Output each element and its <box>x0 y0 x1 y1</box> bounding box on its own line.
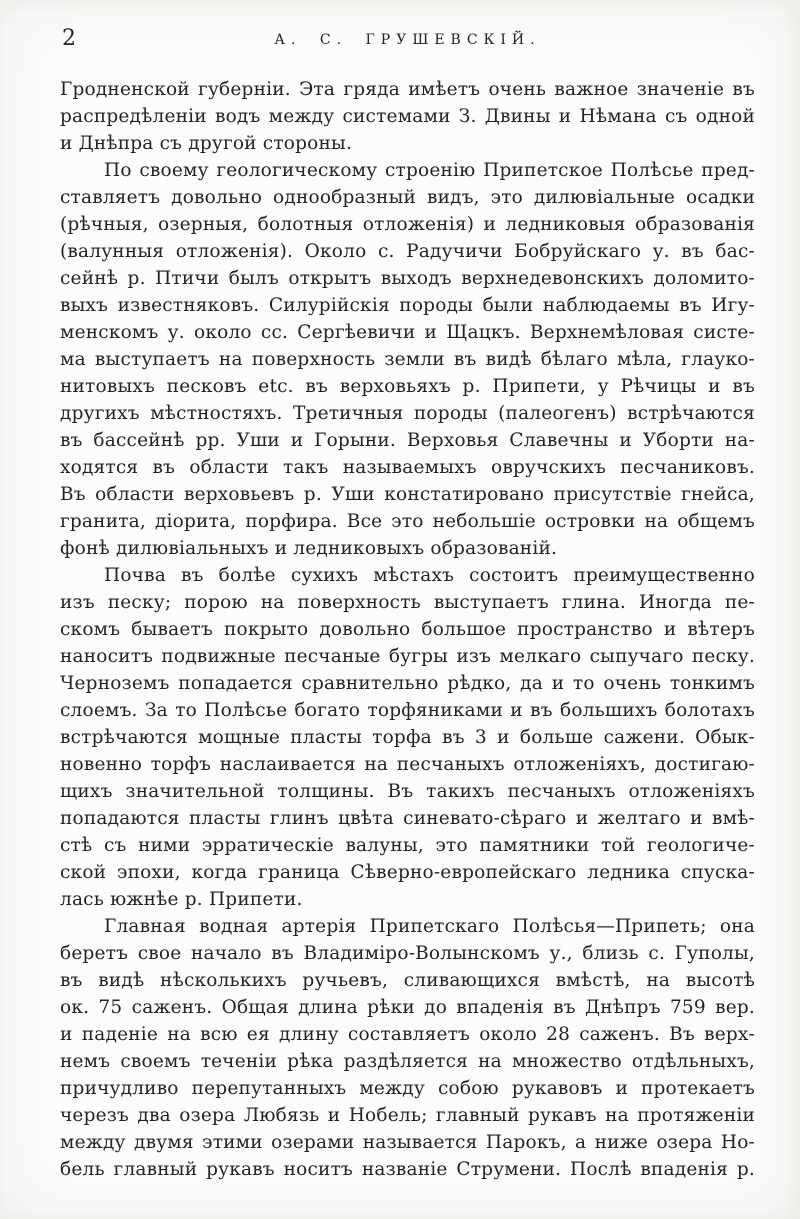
text-line: въ видѣ нѣсколькихъ ручьевъ, сливающихся вмѣстѣ, на высотѣ <box>60 970 755 991</box>
text-line: попадаются пласты глинъ цвѣта синевато-сѣраго и желтаго и вмѣ- <box>60 808 755 829</box>
text-line: стѣ съ ними эрратическіе валуны, это памятники той геологиче- <box>60 835 755 856</box>
text-line: сейнѣ р. Птичи былъ открытъ выходъ верхнедевонскихъ доломито- <box>60 268 755 289</box>
body-text <box>60 76 755 1183</box>
text-line: Въ области верховьевъ р. Уши констатировано присутствіе гнейса, <box>60 484 755 505</box>
text-line: новенно торфъ наслаивается на песчаныхъ отложеніяхъ, достигаю- <box>60 754 755 775</box>
running-header-author: А. С. ГРУШЕВСКІЙ. <box>274 32 541 48</box>
text-line: изъ песку; порою на поверхность выступаетъ глина. Иногда пе- <box>60 592 755 613</box>
text-line: въ бассейнѣ рр. Уши и Горыни. Верховья Славечны и Уборти на- <box>60 430 755 451</box>
paragraph <box>60 913 755 1183</box>
text-line: ской эпохи, когда граница Сѣверно-европейскаго ледника спуска- <box>60 862 755 883</box>
text-line: выхъ известняковъ. Силурійскія породы были наблюдаемы въ Игу- <box>60 295 755 316</box>
page-number: 2 <box>62 26 76 51</box>
text-line: слоемъ. За то Полѣсье богато торфяниками и въ большихъ болотахъ <box>60 700 755 721</box>
paragraph <box>60 157 755 562</box>
text-line: и Днѣпра съ другой стороны. <box>60 133 353 154</box>
paragraph <box>60 562 755 913</box>
text-line: встрѣчаются мощные пласты торфа въ 3 и больше сажени. Обык- <box>60 727 755 748</box>
text-line: беретъ свое начало въ Владиміро-Волынскомъ у., близь с. Гуполы, <box>60 943 755 964</box>
text-line: Почва въ болѣе сухихъ мѣстахъ состоитъ преимущественно <box>104 565 755 586</box>
text-line: бель главный рукавъ носитъ названіе Струмени. Послѣ впаденія р. <box>60 1159 755 1180</box>
text-line: лась южнѣе р. Припети. <box>60 889 303 910</box>
text-line: (валунныя отложенія). Около с. Радучичи Бобруйскаго у. въ бас- <box>60 241 755 262</box>
text-line: По своему геологическому строенію Припетское Полѣсье пред- <box>104 160 755 181</box>
text-line: щихъ значительной толщины. Въ такихъ песчаныхъ отложеніяхъ <box>60 781 755 802</box>
text-line: причудливо перепутанныхъ между собою рукавовъ и протекаетъ <box>60 1078 755 1099</box>
text-line: нитовыхъ песковъ etc. въ верховьяхъ р. Припети, у Рѣчицы и въ <box>60 376 755 397</box>
text-line: ма выступаетъ на поверхность земли въ видѣ бѣлаго мѣла, глауко- <box>60 349 755 370</box>
text-line: ходятся въ области такъ называемыхъ овручскихъ песчаниковъ. <box>60 457 755 478</box>
text-line: фонѣ дилювіальныхъ и ледниковыхъ образованій. <box>60 538 558 559</box>
text-line: Черноземъ попадается сравнительно рѣдко, да и то очень тонкимъ <box>60 673 755 694</box>
text-line: между двумя этими озерами называется Парокъ, а ниже озера Но- <box>60 1132 755 1153</box>
text-line: гранита, діорита, порфира. Все это небольшіе островки на общемъ <box>60 511 755 532</box>
text-line: распредѣленіи водъ между системами З. Двины и Нѣмана съ одной <box>60 106 755 127</box>
text-line: наноситъ подвижные песчаные бугры изъ мелкаго сыпучаго песку. <box>60 646 755 667</box>
paragraph <box>60 76 755 157</box>
text-line: скомъ бываетъ покрыто довольно большое пространство и вѣтеръ <box>60 619 755 640</box>
text-line: ок. 75 саженъ. Общая длина рѣки до впаденія въ Днѣпръ 759 вер. <box>60 997 755 1018</box>
text-line: (рѣчныя, озерныя, болотныя отложенія) и ледниковыя образованія <box>60 214 755 235</box>
text-line: и паденіе на всю ея длину составляетъ около 28 саженъ. Въ верх- <box>60 1024 755 1045</box>
text-line: ставляетъ довольно однообразный видъ, это дилювіальные осадки <box>60 187 755 208</box>
text-line: Главная водная артерія Припетскаго Полѣсья—Припеть; она <box>104 916 755 937</box>
text-line: Гродненской губерніи. Эта гряда имѣетъ очень важное значеніе въ <box>60 79 755 100</box>
text-line: черезъ два озера Любязь и Нобель; главный рукавъ на протяженіи <box>60 1105 755 1126</box>
text-line: немъ своемъ теченіи рѣка раздѣляется на множество отдѣльныхъ, <box>60 1051 755 1072</box>
text-line: менскомъ у. около сс. Сергѣевичи и Щацкъ. Верхнемѣловая систе- <box>60 322 755 343</box>
text-line: другихъ мѣстностяхъ. Третичныя породы (палеогенъ) встрѣчаются <box>60 403 755 424</box>
